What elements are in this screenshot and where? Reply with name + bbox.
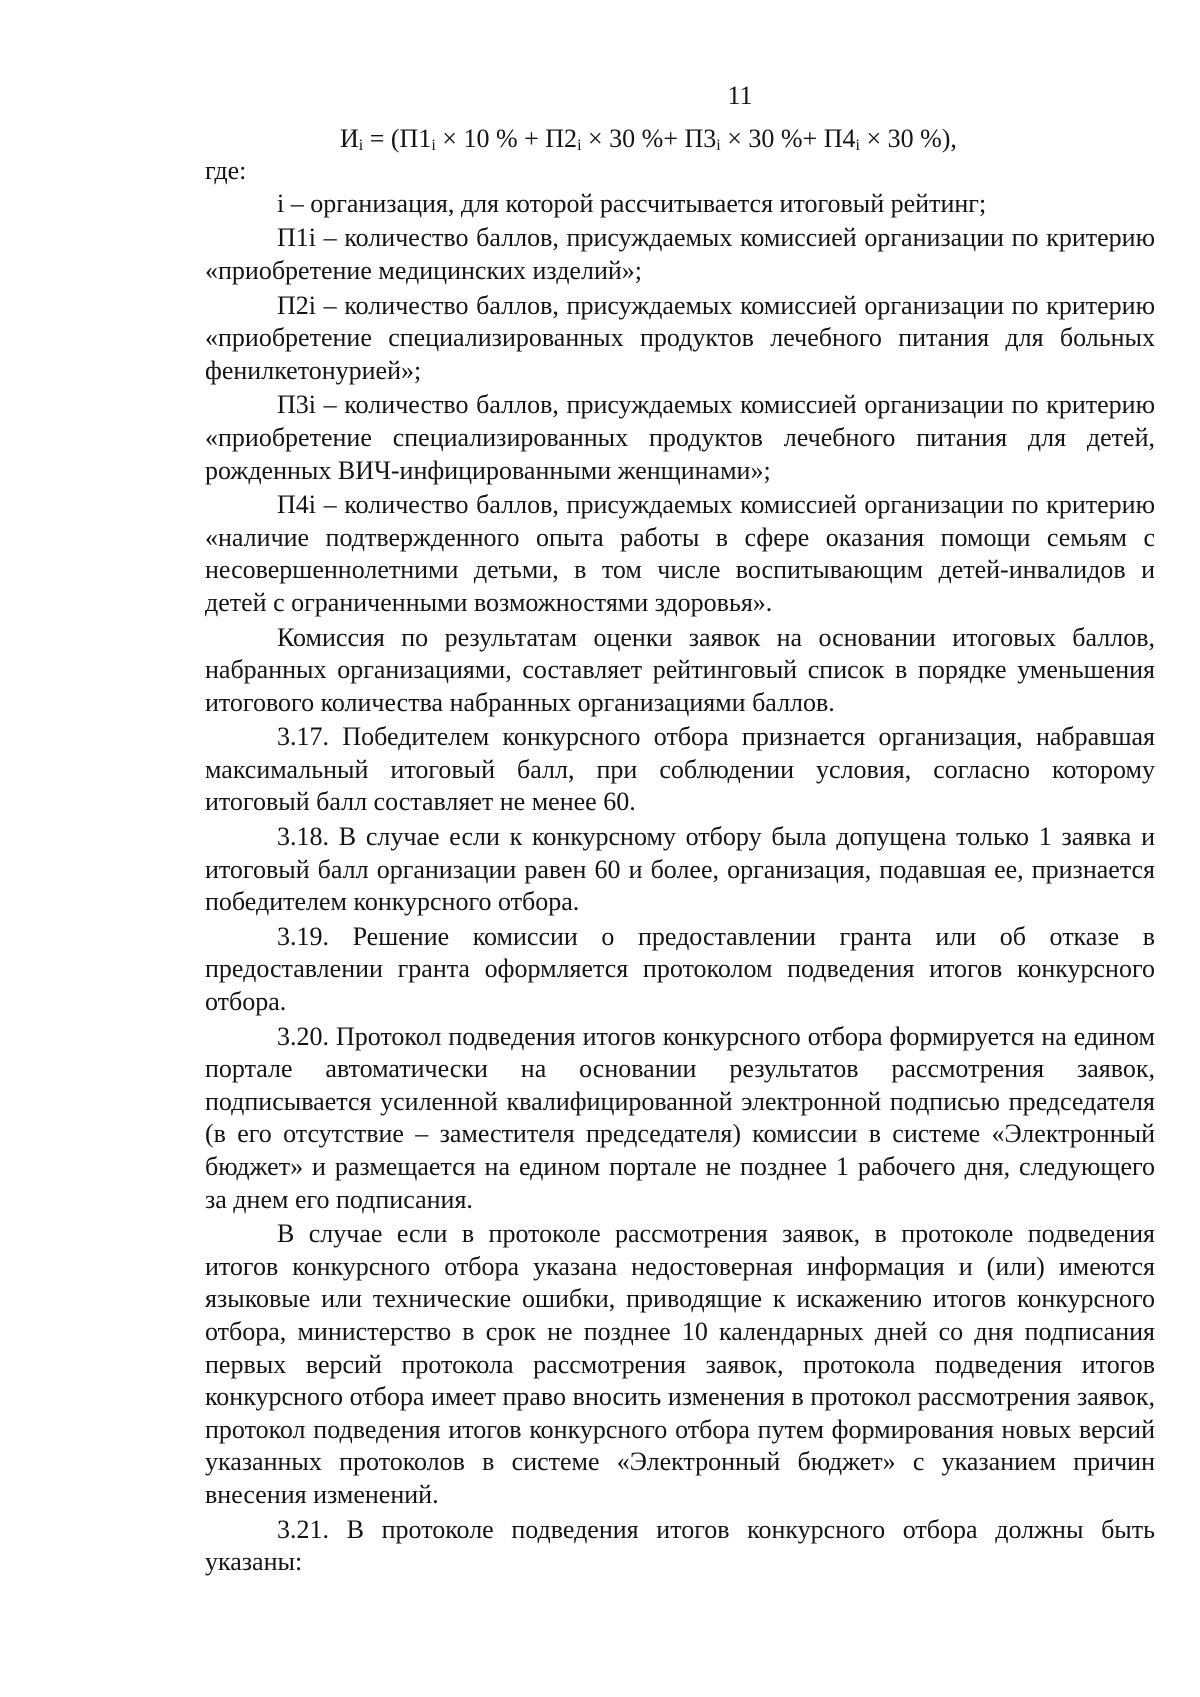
paragraph-3-21: 3.21. В протоколе подведения итогов конкурсного отбора должны быть указаны: <box>205 1514 1155 1577</box>
paragraph-protocol-errors: В случае если в протоколе рассмотрения заявок, в протоколе подведения итогов конкурсного отбора указана недостоверная информация и (или) имеются языковые или технические ошибки, приводящие к искажению итогов конкурсного отбора, министерство в срок не позднее 10 календарных дней со дня подписания первых версий протокола рассмотрения заявок, протокола подведения итогов конкурсного отбора имеет право вносить изменения в протокол рассмотрения заявок, протокол подведения итогов конкурсного отбора путем формирования новых версий указанных протоколов в системе «Электронный бюджет» с указанием причин внесения изменений. <box>205 1219 1155 1509</box>
rating-formula <box>205 123 1155 156</box>
document-page <box>205 80 1155 1579</box>
page-number: 11 <box>727 81 753 110</box>
paragraph-p3-definition: П3i – количество баллов, присуждаемых комиссией организации по критерию «приобретение специализированных продуктов лечебного питания для детей, рожденных ВИЧ-инфицированными женщинами»; <box>205 390 1155 485</box>
formula-lhs-sub: i <box>358 136 364 154</box>
formula-lhs: И <box>340 123 359 153</box>
paragraph-p1-definition: П1i – количество баллов, присуждаемых комиссией организации по критерию «приобретение медицинских изделий»; <box>205 223 1155 285</box>
formula-term-3-sub: i <box>716 136 721 154</box>
paragraph-i-definition: i – организация, для которой рассчитывается итоговый рейтинг; <box>277 188 987 218</box>
formula-term-3: × 30 %+ П3 <box>581 123 717 153</box>
formula-term-2-sub: i <box>577 136 582 154</box>
formula-term-4: × 30 %+ П4 <box>720 123 856 153</box>
formula-term-1-sub: i <box>431 136 436 154</box>
paragraph-3-17: 3.17. Победителем конкурсного отбора признается организация, набравшая максимальный итоговый балл, при соблюдении условия, согласно которому итоговый балл составляет не менее 60. <box>205 722 1155 817</box>
paragraph-3-19: 3.19. Решение комиссии о предоставлении гранта или об отказе в предоставлении гранта оформляется протоколом подведения итогов конкурсного отбора. <box>205 921 1155 1017</box>
formula-term-1: = (П1 <box>363 123 432 153</box>
paragraph-3-18: 3.18. В случае если к конкурсному отбору была допущена только 1 заявка и итоговый балл организации равен 60 и более, организация, подавшая ее, признается победителем конкурсного отбора. <box>205 822 1155 917</box>
where-label: где: <box>205 156 247 186</box>
paragraph-rating-list: Комиссия по результатам оценки заявок на основании итоговых баллов, набранных организациями, составляет рейтинговый список в порядке уменьшения итогового количества набранных организациями баллов. <box>205 622 1155 717</box>
paragraph-p2-definition: П2i – количество баллов, присуждаемых комиссией организации по критерию «приобретение специализированных продуктов лечебного питания для больных фенилкетонурией»; <box>205 290 1155 385</box>
paragraph-p4-definition: П4i – количество баллов, присуждаемых комиссией организации по критерию «наличие подтвержденного опыта работы в сфере оказания помощи семьям с несовершеннолетними детьми, в том числе воспитывающим детей-инвалидов и детей с ограниченными возможностями здоровья». <box>205 490 1155 617</box>
formula-term-5: × 30 %), <box>859 123 957 153</box>
formula-term-2: × 10 % + П2 <box>435 123 578 153</box>
paragraph-3-20: 3.20. Протокол подведения итогов конкурсного отбора формируется на едином портале автоматически на основании результатов рассмотрения заявок, подписывается усиленной квалифицированной электронной подписью председателя (в его отсутствие – заместителя председателя) комиссии в системе «Электронный бюджет» и размещается на едином портале не позднее 1 рабочего дня, следующего за днем его подписания. <box>205 1021 1155 1214</box>
formula-term-4-sub: i <box>855 136 860 154</box>
